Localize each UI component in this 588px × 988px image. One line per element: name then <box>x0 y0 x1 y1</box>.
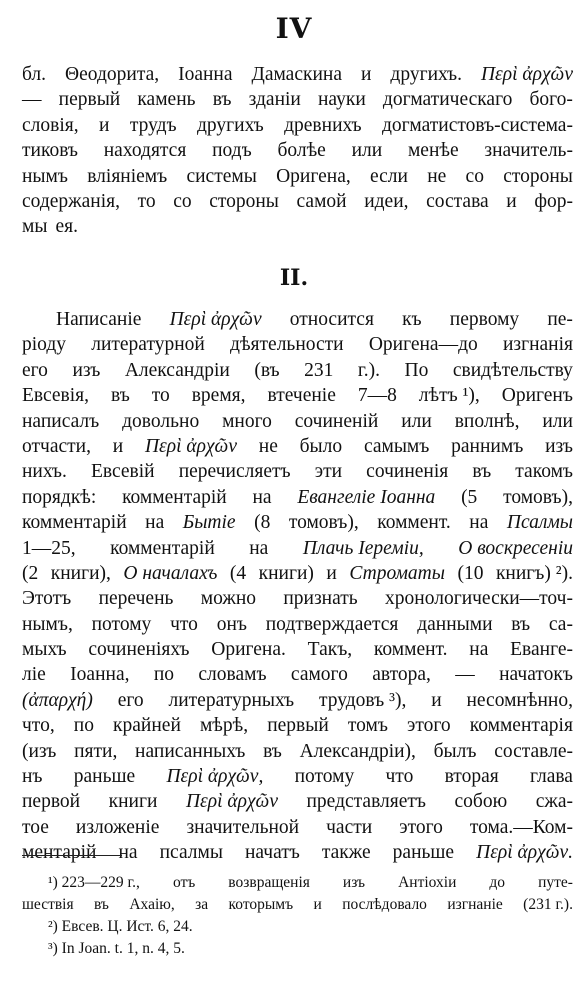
word: его <box>22 359 48 381</box>
word: значительной <box>186 816 300 838</box>
word: если <box>369 165 408 187</box>
word: книгъ) ²). <box>495 562 573 584</box>
word: науки <box>318 89 366 111</box>
word: признать <box>283 588 358 610</box>
word: составле- <box>494 740 573 762</box>
word: тое <box>22 816 49 838</box>
word: Написаніе <box>56 309 142 330</box>
word: Плачь Іереміи, <box>302 537 424 559</box>
para2-line <box>22 586 573 611</box>
word: значитель- <box>484 140 573 162</box>
word: на <box>469 512 489 534</box>
word: Строматы <box>349 562 445 584</box>
word: Θеодорита, <box>65 64 160 85</box>
word: къ <box>402 309 422 330</box>
word: По <box>404 359 429 381</box>
word: и <box>506 190 517 212</box>
word: на <box>249 537 269 559</box>
paragraph-section-ii <box>22 307 573 866</box>
word: мыхъ <box>22 639 67 661</box>
footnotes-line <box>22 894 573 916</box>
word: псалмы <box>159 842 223 864</box>
word: са- <box>548 613 573 635</box>
word: мѣрѣ, <box>199 715 249 737</box>
word: въ <box>110 385 130 407</box>
word: данными <box>417 613 493 635</box>
word: то <box>151 385 170 407</box>
word: первый <box>58 89 121 111</box>
word: собою <box>454 791 508 813</box>
word: тиковъ <box>22 140 78 162</box>
word: первый <box>267 715 329 737</box>
word: Александріи), <box>299 740 416 762</box>
para1-line <box>22 164 573 189</box>
word: ¹) 223—229 г., <box>48 874 140 891</box>
word: книги) <box>258 562 314 584</box>
word: раннимъ <box>451 435 524 457</box>
word: потому <box>294 766 355 788</box>
word: несомнѣнно, <box>466 689 573 711</box>
word: онъ <box>216 613 247 635</box>
word: Бытіе <box>182 512 236 534</box>
para2-line <box>22 409 573 434</box>
word: что <box>385 766 414 788</box>
word: относится <box>289 309 374 330</box>
word: Оригена—до <box>368 334 478 356</box>
word: въ <box>212 89 232 111</box>
word: бл. <box>22 64 47 85</box>
para1-line <box>22 189 573 214</box>
word: — <box>455 664 475 686</box>
word: состава <box>426 190 489 212</box>
para2-line <box>22 739 573 764</box>
word: книги), <box>50 562 111 584</box>
word: изъ <box>342 874 366 891</box>
word: пяти, <box>74 740 118 762</box>
word: находятся <box>103 140 187 162</box>
word: довольно <box>122 410 200 432</box>
word: лѣтъ ¹), <box>418 385 480 407</box>
para2-line <box>22 307 573 332</box>
word: за <box>195 896 209 913</box>
para2-line <box>22 485 573 510</box>
word: порядкѣ: <box>22 486 97 508</box>
word: изгнанія <box>502 334 573 356</box>
word: автора, <box>372 664 431 686</box>
word: со <box>465 165 484 187</box>
para2-line <box>22 612 573 637</box>
word: подтверждается <box>265 613 399 635</box>
word: трудъ <box>129 114 177 136</box>
word: что <box>170 613 198 635</box>
word: на <box>118 842 138 864</box>
word: Περὶ ἀρχῶν, <box>166 766 264 788</box>
word: хронологически—точ- <box>385 588 573 610</box>
word: (4 <box>229 562 247 584</box>
word: отъ <box>172 874 196 891</box>
footnotes-line <box>22 916 573 938</box>
word: написалъ <box>22 410 100 432</box>
word: сжа- <box>535 791 573 813</box>
word: представляетъ <box>306 791 426 813</box>
word: (2 <box>22 562 39 584</box>
word: Евсевія, <box>22 385 90 407</box>
word: системы <box>186 165 257 187</box>
word: въ <box>94 896 109 913</box>
word: (10 <box>457 562 484 584</box>
word: Περὶ ἀρχῶν <box>480 64 573 85</box>
word: литературныхъ <box>168 689 295 711</box>
footnotes-line <box>22 872 573 894</box>
word: менѣе <box>407 140 459 162</box>
word: идеи, <box>364 190 409 212</box>
section-heading: II. <box>279 265 309 291</box>
para1-line <box>22 62 573 87</box>
word: нихъ. <box>22 461 67 483</box>
word: догматистовъ-система- <box>381 114 573 136</box>
word: другихъ. <box>390 64 462 85</box>
word: ея. <box>55 216 78 238</box>
para1-line <box>22 214 573 239</box>
footnotes <box>22 872 573 960</box>
para2-line <box>22 815 573 840</box>
word: Оригена. <box>211 639 286 661</box>
word: (5 <box>461 486 478 508</box>
word: по <box>73 715 94 737</box>
word: литературной <box>91 334 205 356</box>
word: такомъ <box>515 461 573 483</box>
word: этого <box>407 715 451 737</box>
word: Псалмы <box>506 512 573 534</box>
word: свидѣтельству <box>452 359 573 381</box>
word: много <box>222 410 272 432</box>
page-number: IV <box>275 12 313 45</box>
word: нъ <box>22 766 43 788</box>
para2-line <box>22 713 573 738</box>
word: Евсевій <box>90 461 155 483</box>
word: отчасти, <box>22 435 91 457</box>
word: Антіохіи <box>398 874 457 891</box>
word: вполнѣ, <box>454 410 520 432</box>
word: написанныхъ <box>135 740 246 762</box>
word: бого- <box>529 89 573 111</box>
word: Ахаію, <box>129 896 175 913</box>
word: болѣе <box>277 140 326 162</box>
word: и <box>360 64 372 85</box>
word: и <box>431 689 442 711</box>
word: его <box>117 689 144 711</box>
word: самого <box>290 664 348 686</box>
word: до <box>489 874 506 891</box>
word: комментарій <box>122 486 227 508</box>
word: 1—25, <box>22 537 76 559</box>
word: также <box>321 842 371 864</box>
word: фор- <box>534 190 573 212</box>
word: Περὶ ἀρχῶν. <box>476 842 573 864</box>
para2-line <box>22 789 573 814</box>
word: подъ <box>212 140 252 162</box>
footnote-divider <box>22 855 122 856</box>
word: стороны <box>503 165 573 187</box>
word: крайней <box>113 715 181 737</box>
word: другихъ <box>197 114 264 136</box>
word: ріоду <box>22 334 67 356</box>
word: изложеніе <box>75 816 160 838</box>
word: коммент. <box>377 512 451 534</box>
word: стороны <box>209 190 279 212</box>
paragraph-continuation <box>22 62 573 240</box>
word: со <box>173 190 192 212</box>
word: томовъ), <box>503 486 573 508</box>
word: на <box>469 639 489 661</box>
word: или <box>401 410 432 432</box>
word: послѣдовало <box>342 896 427 913</box>
word: О воскресеніи <box>458 537 573 559</box>
word: на <box>252 486 272 508</box>
word: Такъ, <box>307 639 353 661</box>
para2-line <box>22 459 573 484</box>
word: шествія <box>22 896 74 913</box>
word: Περὶ ἀρχῶν <box>144 435 237 457</box>
word: перечень <box>98 588 174 610</box>
word: коммент. <box>373 639 448 661</box>
para1-line <box>22 138 573 163</box>
word: первой <box>22 791 81 813</box>
word: эти <box>314 461 343 483</box>
word: въ <box>472 461 492 483</box>
word: Александріи <box>124 359 230 381</box>
word: въ <box>263 740 282 762</box>
word: части <box>326 816 373 838</box>
word: самымъ <box>363 435 430 457</box>
word: начатъ <box>244 842 300 864</box>
word: трудовъ ³), <box>318 689 407 711</box>
word: по <box>153 664 175 686</box>
word: Περὶ ἀρχῶν <box>169 309 262 330</box>
word: ментарій <box>22 842 97 864</box>
para2-line <box>22 358 573 383</box>
word: или <box>351 140 383 162</box>
word: вліяніемъ <box>87 165 168 187</box>
word: дѣятельности <box>230 334 344 356</box>
word: догматическаго <box>382 89 513 111</box>
para2-line <box>22 383 573 408</box>
word: было <box>299 435 343 457</box>
word: нымъ <box>22 165 68 187</box>
footnotes-line <box>22 938 573 960</box>
word: на <box>145 512 165 534</box>
word: Περὶ ἀρχῶν <box>185 791 278 813</box>
word: начатокъ <box>499 664 573 686</box>
word: этого <box>399 816 443 838</box>
word: и <box>313 896 322 913</box>
word: и <box>99 114 110 136</box>
word: книги <box>108 791 158 813</box>
word: ²) Евсев. Ц. Ист. 6, 24. <box>48 918 193 935</box>
word: (ἀπαρχή) <box>22 689 93 711</box>
word: ліе <box>22 664 46 686</box>
word: и <box>326 562 337 584</box>
word: сочиненія <box>366 461 449 483</box>
word: изъ <box>545 435 573 457</box>
word: сочиненій <box>294 410 379 432</box>
word: г.). <box>357 359 380 381</box>
word: втеченіе <box>267 385 336 407</box>
para2-line <box>22 662 573 687</box>
para1-line <box>22 113 573 138</box>
word: древнихъ <box>284 114 362 136</box>
word: (231 г.). <box>523 896 573 913</box>
word: камень <box>137 89 196 111</box>
word: нымъ, <box>22 613 73 635</box>
para2-line <box>22 637 573 662</box>
word: комментарій <box>110 537 215 559</box>
word: (изъ <box>22 740 57 762</box>
word: томовъ), <box>288 512 359 534</box>
word: время, <box>191 385 246 407</box>
word: комментарій <box>22 512 127 534</box>
word: тома.—Ком- <box>469 816 573 838</box>
word: глава <box>529 766 573 788</box>
word: возвращенія <box>228 874 310 891</box>
word: самой <box>296 190 347 212</box>
word: вторая <box>444 766 499 788</box>
word: томъ <box>347 715 388 737</box>
word: Этотъ <box>22 588 72 610</box>
word: Евангеліе Іоанна <box>297 486 436 508</box>
word: то <box>137 190 156 212</box>
word: (въ <box>254 359 280 381</box>
word: что, <box>22 715 55 737</box>
word: словамъ <box>198 664 267 686</box>
word: Оригена, <box>276 165 351 187</box>
word: Іоанна, <box>70 664 130 686</box>
word: раньше <box>73 766 136 788</box>
word: перечисляетъ <box>178 461 291 483</box>
word: раньше <box>392 842 455 864</box>
word: (8 <box>254 512 271 534</box>
word: 7—8 <box>357 385 397 407</box>
para2-line <box>22 434 573 459</box>
word: потому <box>91 613 152 635</box>
word: и <box>112 435 124 457</box>
word: первому <box>449 309 520 330</box>
word: не <box>427 165 447 187</box>
word: зданіи <box>248 89 301 111</box>
word: не <box>258 435 278 457</box>
word: комментарія <box>469 715 573 737</box>
word: которымъ <box>228 896 294 913</box>
word: въ <box>511 613 531 635</box>
para2-line <box>22 764 573 789</box>
word: 231 <box>304 359 334 381</box>
word: былъ <box>433 740 477 762</box>
word: словія, <box>22 114 79 136</box>
word: Дамаскина <box>251 64 342 85</box>
word: Іоанна <box>178 64 233 85</box>
word: можно <box>200 588 257 610</box>
word: мы <box>22 216 48 238</box>
para2-line <box>22 536 573 561</box>
word: Оригенъ <box>501 385 573 407</box>
para1-line <box>22 87 573 112</box>
word: или <box>542 410 573 432</box>
word: сочиненіяхъ <box>88 639 190 661</box>
para2-line <box>22 332 573 357</box>
word: содержанія, <box>22 190 120 212</box>
word: изъ <box>72 359 101 381</box>
word: пе- <box>547 309 573 330</box>
word: ³) In Joan. t. 1, n. 4, 5. <box>48 940 185 957</box>
para2-line <box>22 688 573 713</box>
para2-line <box>22 561 573 586</box>
para2-line <box>22 510 573 535</box>
word: — <box>22 89 42 111</box>
word: О началахъ <box>123 562 218 584</box>
word: Еванге- <box>510 639 573 661</box>
para2-line <box>22 840 573 865</box>
word: изгнаніе <box>447 896 503 913</box>
word: путе- <box>538 874 573 891</box>
